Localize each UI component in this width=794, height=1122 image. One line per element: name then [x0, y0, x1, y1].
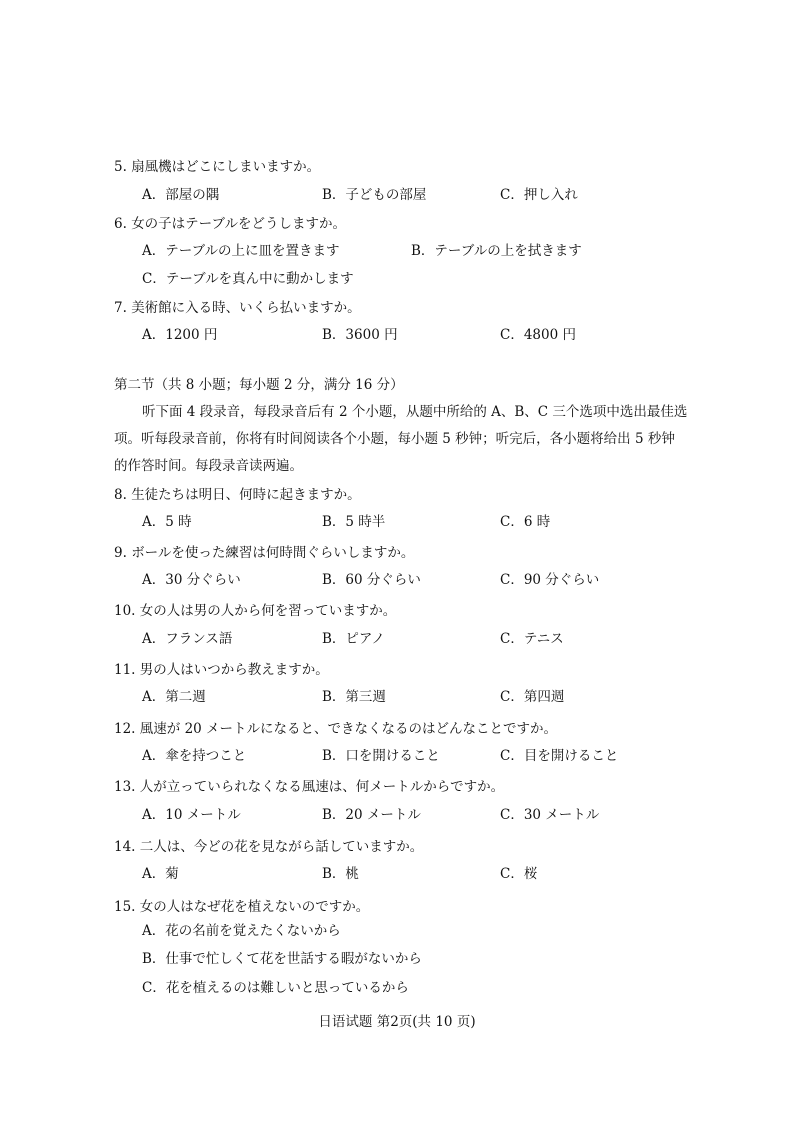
- option-8c: C．6 時: [500, 514, 551, 530]
- instruction-line-1: 听下面 4 段录音，每段录音后有 2 个小题，从题中所给的 A、B、C 三个选项中选出最佳选: [142, 404, 688, 420]
- section-heading: 第二节（共 8 小题；每小题 2 分，满分 16 分）: [114, 377, 404, 393]
- option-12a: A．傘を持つこと: [142, 748, 247, 764]
- option-6a: A．テーブルの上に皿を置きます: [142, 243, 340, 259]
- question-text: 女の子はテーブルをどうしますか。: [131, 216, 346, 232]
- question-14: [114, 838, 423, 856]
- option-14a: A．菊: [142, 866, 179, 882]
- question-number: 10.: [114, 603, 136, 619]
- question-text: 風速が 20 メートルになると、できなくなるのはどんなことですか。: [139, 721, 558, 737]
- question-number: 15.: [114, 899, 136, 915]
- question-text: 扇風機はどこにしまいますか。: [131, 159, 321, 175]
- question-9: [114, 544, 414, 562]
- question-number: 6.: [114, 216, 127, 232]
- question-text: 二人は、今どの花を見ながら話していますか。: [139, 839, 424, 855]
- option-14c: C．桜: [500, 866, 538, 882]
- question-number: 11.: [114, 662, 136, 678]
- question-text: ボールを使った練習は何時間ぐらいしますか。: [131, 545, 415, 561]
- question-text: 生徒たちは明日、何時に起きますか。: [131, 487, 361, 503]
- option-9c: C．90 分ぐらい: [500, 572, 600, 588]
- option-11a: A．第二週: [142, 689, 206, 705]
- option-10b: B．ピアノ: [322, 631, 385, 647]
- question-number: 5.: [114, 159, 127, 175]
- question-text: 女の人はなぜ花を植えないのですか。: [139, 899, 370, 915]
- question-number: 8.: [114, 487, 127, 503]
- option-11b: B．第三週: [322, 689, 386, 705]
- question-number: 7.: [114, 300, 127, 316]
- option-6c: C．テーブルを真ん中に動かします: [142, 271, 354, 287]
- instruction-line-3: 的作答时间。每段录音读两遍。: [114, 458, 303, 474]
- option-9b: B．60 分ぐらい: [322, 572, 421, 588]
- question-12: [114, 720, 557, 738]
- option-12c: C．目を開けること: [500, 748, 619, 764]
- question-text: 美術館に入る時、いくら払いますか。: [131, 300, 361, 316]
- option-8b: B．5 時半: [322, 514, 386, 530]
- option-5c: C．押し入れ: [500, 187, 578, 203]
- question-10: [114, 602, 396, 620]
- question-number: 14.: [114, 839, 136, 855]
- question-number: 9.: [114, 545, 127, 561]
- option-10c: C．テニス: [500, 631, 564, 647]
- question-6: [114, 215, 346, 233]
- question-11: [114, 661, 329, 679]
- option-13b: B．20 メートル: [322, 807, 421, 823]
- option-6b: B．テーブルの上を拭きます: [411, 243, 582, 259]
- question-text: 女の人は男の人から何を習っていますか。: [139, 603, 397, 619]
- question-8: [114, 486, 361, 504]
- option-12b: B．口を開けること: [322, 748, 440, 764]
- option-13c: C．30 メートル: [500, 807, 600, 823]
- option-11c: C．第四週: [500, 689, 565, 705]
- option-10a: A．フランス語: [142, 631, 233, 647]
- page-footer: 日语试题 第2页(共 10 页): [318, 1014, 476, 1030]
- option-9a: A．30 分ぐらい: [142, 572, 241, 588]
- option-15a: A．花の名前を覚えたくないから: [142, 923, 341, 939]
- option-14b: B．桃: [322, 866, 359, 882]
- question-5: [114, 158, 320, 176]
- option-15b: B．仕事で忙しくて花を世話する暇がないから: [142, 951, 422, 967]
- instruction-line-2: 项。听每段录音前，你将有时间阅读各个小题，每小题 5 秒钟；听完后，各小题将给出 5 秒钟: [114, 431, 675, 447]
- question-text: 人が立っていられなくなる風速は、何メートルからですか。: [139, 779, 505, 795]
- question-number: 12.: [114, 721, 136, 737]
- question-15: [114, 898, 369, 916]
- question-13: [114, 778, 504, 796]
- option-7c: C．4800 円: [500, 327, 576, 343]
- option-8a: A．5 時: [142, 514, 192, 530]
- question-text: 男の人はいつから教えますか。: [139, 662, 329, 678]
- option-7a: A．1200 円: [142, 327, 218, 343]
- option-13a: A．10 メートル: [142, 807, 241, 823]
- question-number: 13.: [114, 779, 136, 795]
- option-5a: A．部屋の隅: [142, 187, 220, 203]
- question-7: [114, 299, 361, 317]
- option-7b: B．3600 円: [322, 327, 398, 343]
- option-5b: B．子どもの部屋: [322, 187, 427, 203]
- option-15c: C．花を植えるのは難しいと思っているから: [142, 980, 409, 996]
